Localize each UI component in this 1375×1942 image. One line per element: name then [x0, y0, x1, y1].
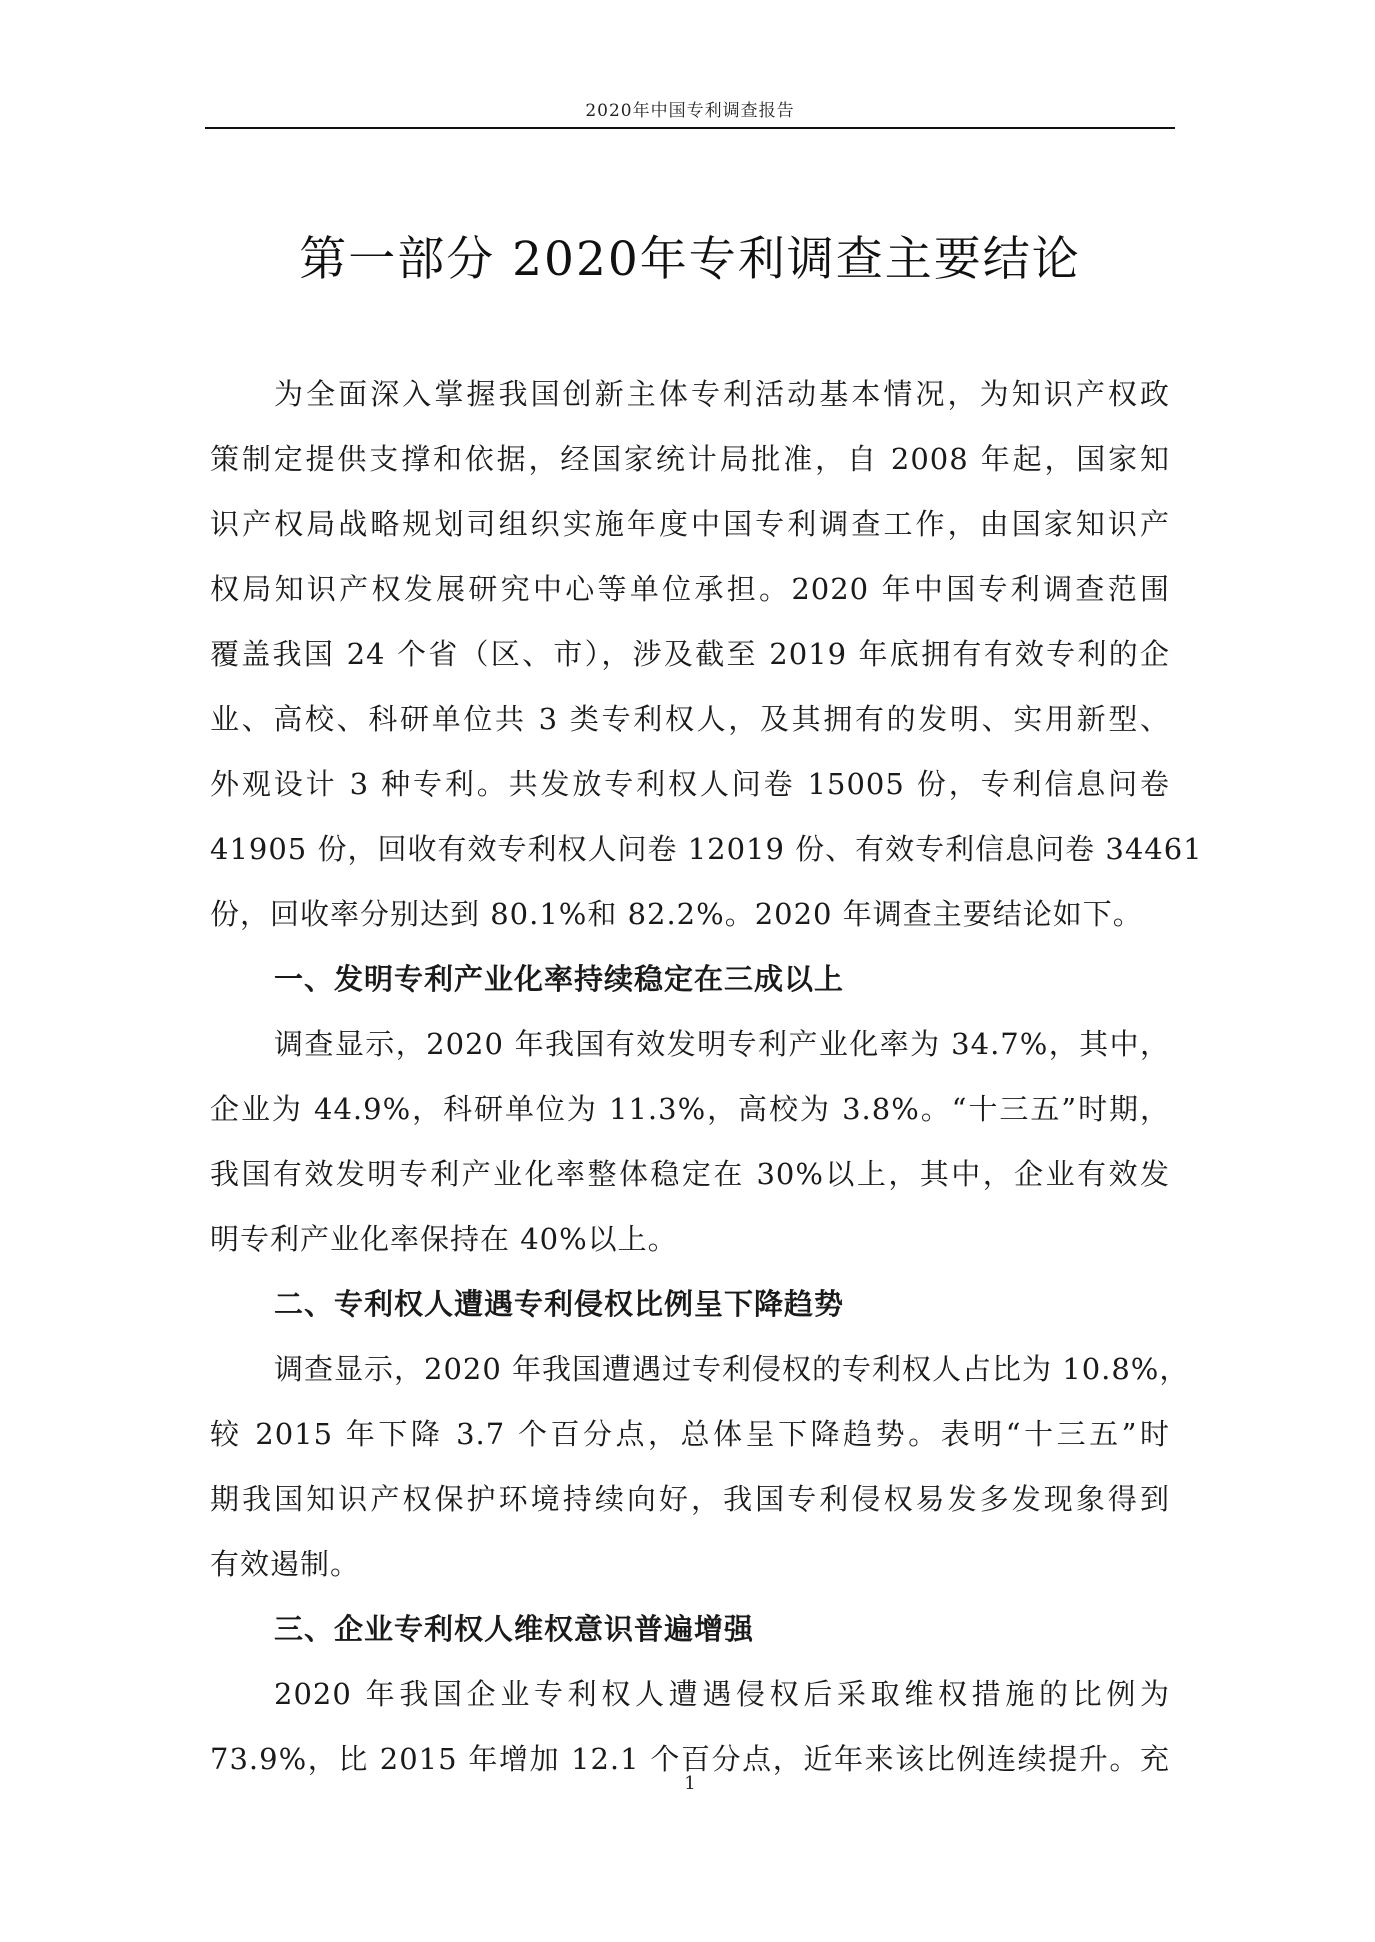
page-title: 第一部分 2020年专利调查主要结论 [299, 232, 1081, 287]
paragraph-line: 识产权局战略规划司组织实施年度中国专利调查工作，由国家知识产 [210, 507, 1170, 541]
paragraph-line: 调查显示，2020 年我国遭遇过专利侵权的专利权人占比为 10.8%， [274, 1352, 1190, 1386]
paragraph-line: 有效遏制。 [210, 1547, 361, 1581]
section-1 [210, 947, 1170, 1272]
paragraph-line: 2020 年我国企业专利权人遭遇侵权后采取维权措施的比例为 [274, 1677, 1170, 1711]
intro-paragraph [210, 362, 1203, 947]
paragraph-line: 期我国知识产权保护环境持续向好，我国专利侵权易发多发现象得到 [210, 1482, 1170, 1516]
paragraph-line: 份，回收率分别达到 80.1%和 82.2%。2020 年调查主要结论如下。 [210, 897, 1143, 931]
section-3 [210, 1597, 1170, 1792]
section-heading: 二、专利权人遭遇专利侵权比例呈下降趋势 [274, 1287, 845, 1321]
section-heading: 三、企业专利权人维权意识普遍增强 [274, 1612, 755, 1646]
paragraph-line: 73.9%，比 2015 年增加 12.1 个百分点，近年来该比例连续提升。充 [210, 1742, 1170, 1776]
paragraph-line: 权局知识产权发展研究中心等单位承担。2020 年中国专利调查范围 [210, 572, 1170, 606]
paragraph-line: 外观设计 3 种专利。共发放专利权人问卷 15005 份，专利信息问卷 [210, 767, 1170, 801]
paragraph-line: 较 2015 年下降 3.7 个百分点，总体呈下降趋势。表明“十三五”时 [210, 1417, 1170, 1451]
page-number: 1 [684, 1773, 696, 1794]
paragraph-line: 覆盖我国 24 个省（区、市），涉及截至 2019 年底拥有有效专利的企 [210, 637, 1170, 671]
paragraph-line: 为全面深入掌握我国创新主体专利活动基本情况，为知识产权政 [274, 377, 1170, 411]
paragraph-line: 明专利产业化率保持在 40%以上。 [210, 1222, 678, 1256]
paragraph-line: 我国有效发明专利产业化率整体稳定在 30%以上，其中，企业有效发 [210, 1157, 1170, 1191]
header-divider [205, 127, 1175, 129]
paragraph-line: 调查显示，2020 年我国有效发明专利产业化率为 34.7%，其中， [274, 1027, 1170, 1061]
paragraph-line: 企业为 44.9%，科研单位为 11.3%，高校为 3.8%。“十三五”时期， [210, 1092, 1170, 1126]
section-2 [210, 1272, 1190, 1597]
running-header: 2020年中国专利调查报告 [585, 101, 795, 121]
paragraph-line: 41905 份，回收有效专利权人问卷 12019 份、有效专利信息问卷 34461 [210, 832, 1203, 866]
paragraph-line: 业、高校、科研单位共 3 类专利权人，及其拥有的发明、实用新型、 [210, 702, 1170, 736]
section-heading: 一、发明专利产业化率持续稳定在三成以上 [274, 962, 845, 996]
paragraph-line: 策制定提供支撑和依据，经国家统计局批准，自 2008 年起，国家知 [210, 442, 1170, 476]
